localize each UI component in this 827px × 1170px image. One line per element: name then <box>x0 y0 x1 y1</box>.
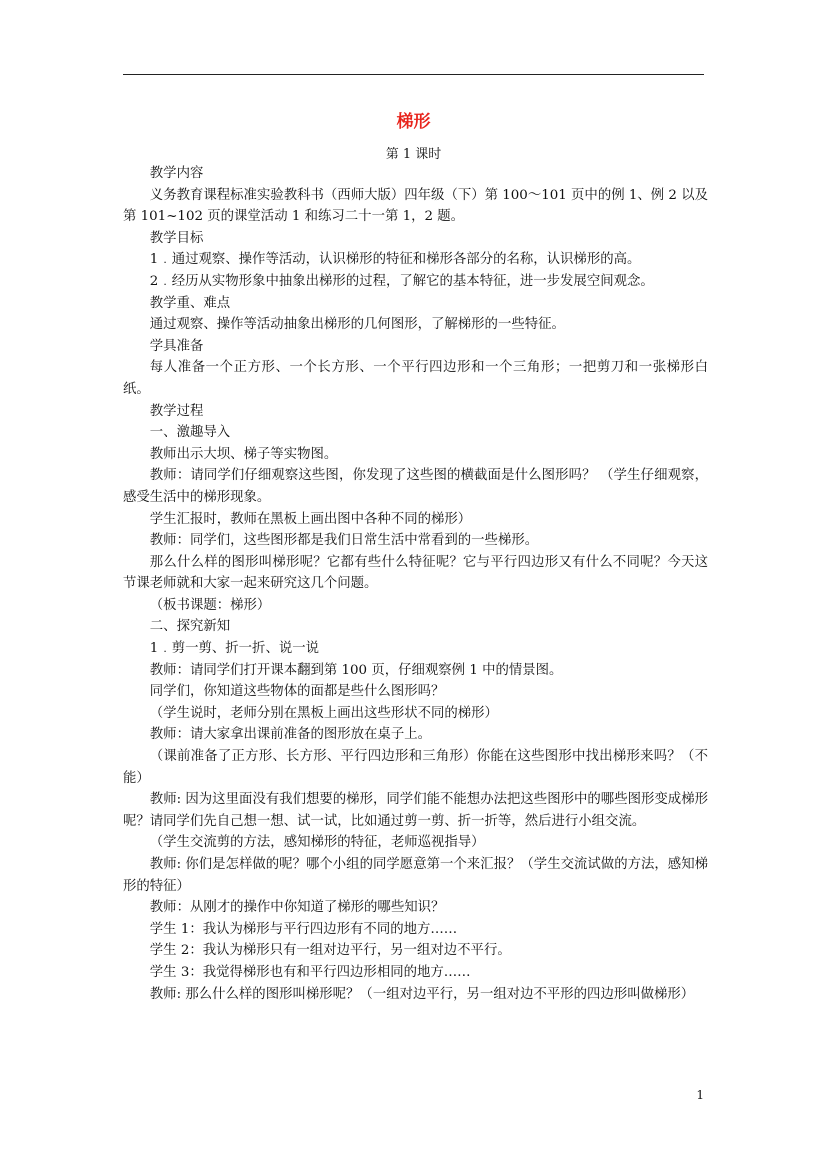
paragraph: 教师出示大坝、梯子等实物图。 <box>149 446 338 462</box>
paragraph: 每人准备一个正方形、一个长方形、一个平行四边形和一个三角形；一把剪刀和一张梯形白纸。 <box>123 360 708 397</box>
paragraph: 通过观察、操作等活动抽象出梯形的几何图形，了解梯形的一些特征。 <box>149 317 565 333</box>
paragraph: 1﹒剪一剪、折一折、说一说 <box>149 641 320 657</box>
document-body <box>123 163 708 1005</box>
paragraph: 那么什么样的图形叫梯形呢？它都有些什么特征呢？它与平行四边形又有什么不同呢？今天这节课老师就和大家一起来研究这几个问题。 <box>123 554 708 592</box>
paragraph: 教学内容 <box>149 166 204 181</box>
paragraph: 学生 3：我觉得梯形也有和平行四边形相同的地方…… <box>149 964 471 980</box>
paragraph: 教学过程 <box>149 403 204 419</box>
paragraph: 学生 1：我认为梯形与平行四边形有不同的地方…… <box>149 921 458 937</box>
paragraph: （课前准备了正方形、长方形、平行四边形和三角形）你能在这些图形中找出梯形来吗？（不能） <box>123 749 708 786</box>
paragraph: 教师：同学们，这些图形都是我们日常生活中常看到的一些梯形。 <box>149 533 539 549</box>
paragraph: 一、激趣导入 <box>149 425 231 441</box>
paragraph: 教师: 那么什么样的图形叫梯形呢？（一组对边平行，另一组对边不平形的四边形叫做梯形） <box>149 986 695 1002</box>
header-rule <box>123 74 704 75</box>
paragraph: 教师：从刚才的操作中你知道了梯形的哪些知识？ <box>149 900 445 916</box>
paragraph: （板书课题：梯形） <box>149 597 271 613</box>
paragraph: 2﹒经历从实物形象中抽象出梯形的过程，了解它的基本特征，进一步发展空间观念。 <box>149 273 654 289</box>
paragraph: 教师：请同学们仔细观察这些图，你发现了这些图的横截面是什么图形吗？ （学生仔细观察，感受生活中的梯形现象。 <box>123 468 708 505</box>
paragraph: 教师: 因为这里面没有我们想要的梯形，同学们能不能想办法把这些图形中的哪些图形变成梯形呢？请同学们先自己想一想、试一试，比如通过剪一剪、折一折等，然后进行小组交流。 <box>123 792 708 829</box>
paragraph: 学具准备 <box>149 338 204 354</box>
paragraph: 教师：请同学们打开课本翻到第 100 页，仔细观察例 1 中的情景图。 <box>149 662 563 678</box>
document-title: 梯形 <box>396 112 431 132</box>
paragraph: 教师: 你们是怎样做的呢？哪个小组的同学愿意第一个来汇报？（学生交流试做的方法，感知梯形的特征） <box>123 857 708 894</box>
paragraph: 同学们，你知道这些物体的面都是些什么图形吗？ <box>149 684 445 700</box>
paragraph: 教学目标 <box>149 230 204 246</box>
paragraph: 教师：请大家拿出课前准备的图形放在桌子上。 <box>149 727 431 743</box>
paragraph: （学生说时，老师分别在黑板上画出这些形状不同的梯形） <box>149 705 498 721</box>
paragraph: 学生 2：我认为梯形只有一组对边平行，另一组对边不平行。 <box>149 943 511 959</box>
paragraph: 学生汇报时，教师在黑板上画出图中各种不同的梯形） <box>149 511 472 527</box>
paragraph: 义务教育课程标准实验教科书（西师大版）四年级（下）第 100～101 页中的例 1、例 2 以及第 101~102 页的课堂活动 1 和练习二十一第 1，2 题。 <box>123 187 708 225</box>
page-number: 1 <box>696 1088 704 1102</box>
paragraph: （学生交流剪的方法，感知梯形的特征，老师巡视指导） <box>149 835 485 851</box>
paragraph: 1﹒通过观察、操作等活动，认识梯形的特征和梯形各部分的名称，认识梯形的高。 <box>149 252 641 268</box>
lesson-label: 第 1 课时 <box>385 147 442 162</box>
paragraph: 二、探究新知 <box>149 619 231 635</box>
paragraph: 教学重、难点 <box>149 295 231 311</box>
